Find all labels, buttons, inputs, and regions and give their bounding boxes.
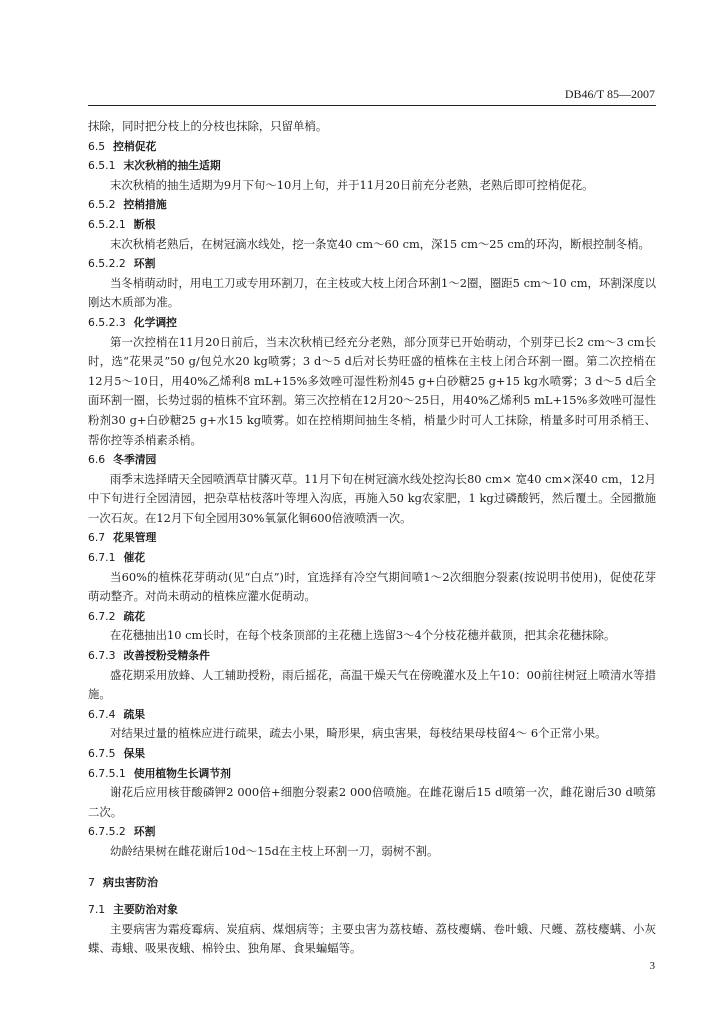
section-heading (88, 607, 656, 627)
section-title: 保果 (123, 747, 146, 760)
section-title: 使用植物生长调节剂 (133, 766, 231, 780)
section-title: 冬季清园 (113, 453, 157, 467)
section-title: 断根 (133, 217, 156, 231)
section-number: 7 (88, 875, 95, 889)
section-number: 6.5 (88, 139, 106, 153)
section-heading (88, 822, 656, 842)
paragraph: 抹除，同时把分枝上的分枝也抹除，只留单梢。 (88, 119, 328, 133)
section-title: 改善授粉受精条件 (123, 649, 210, 663)
section-title: 控梢措施 (123, 198, 167, 212)
section-number: 6.7.2 (88, 609, 116, 623)
paragraph: 在花穗抽出10 cm长时，在每个枝条顶部的主花穗上选留3～4个分枝花穗并截顶，把其余花穗抹除。 (110, 628, 616, 643)
section-heading (88, 137, 656, 157)
section-number: 6.5.2 (88, 198, 116, 212)
section-number: 7.1 (88, 903, 106, 917)
section-heading (88, 646, 656, 666)
paragraph: 当冬梢萌动时，用电工刀或专用环割刀，在主枝或大枝上闭合环割1～2圈，圈距5 cm～10 cm，环割深度以刚达木质部为准。 (88, 275, 656, 310)
paragraph: 雨季末选择晴天全园喷洒草甘膦灭草。11月下旬在树冠滴水线处挖沟长80 cm× 宽40 cm×深40 cm，12月中下旬进行全园清园，把杂草枯枝落叶等埋入沟底，再施入50 kg农家肥，1 kg过磷酸钙，然后覆土。全园撒施一次石灰。在12月下旬全园用30%氧氯化铜600倍液喷洒一次。 (88, 471, 656, 525)
paragraph: 第一次控梢在11月20日前后，当末次秋梢已经充分老熟，部分顶芽已开始萌动，个别芽已长2 cm～3 cm长时，选“花果灵”50 g/包兑水20 kg喷雾；3 d～5 d后对长势旺盛的植株在主枝上闭合环割一圈。第二次控梢在12月5～10日，用40%乙烯利8 mL+15%多效唑可湿性粉剂45 g+白砂糖25 g+15 kg水喷雾；3 d～5 d后全面环割一圈，长势过弱的植株不宜环割。第三次控梢在12月20～25日，用40%乙烯利5 mL+15%多效唑可湿性粉剂30 g+白砂糖25 g+水15 kg喷雾。如在控梢期间抽生冬梢，梢量少时可人工抹除，梢量多时可用杀梢王、帮你控等杀梢素杀梢。 (88, 334, 656, 447)
section-heading (88, 254, 656, 274)
section-number: 6.7 (88, 531, 106, 545)
section-heading (88, 764, 656, 784)
section-title: 花果管理 (113, 531, 157, 545)
section-number: 6.7.4 (88, 707, 116, 721)
section-title: 控梢促花 (113, 139, 157, 153)
paragraph: 谢花后应用核苷酸磷钾2 000倍+细胞分裂素2 000倍喷施。在雌花谢后15 d喷第一次，雌花谢后30 d喷第二次。 (88, 785, 656, 819)
section-number: 6.5.2.2 (88, 257, 126, 271)
section-heading (88, 900, 656, 920)
paragraph: 幼龄结果树在雌花谢后10d～15d在主枝上环割一刀，弱树不割。 (110, 843, 439, 858)
section-number: 6.5.2.3 (88, 315, 126, 329)
paragraph: 主要病害为霜疫霉病、炭疽病、煤烟病等；主要虫害为荔枝蝽、荔枝瘿螨、卷叶蛾、尺蠖、荔枝瘿螨、小灰蝶、毒蛾、吸果夜蛾、棉铃虫、独角犀、食果蝙蝠等。 (88, 921, 656, 956)
section-heading (88, 548, 656, 568)
section-number: 6.7.5 (88, 747, 116, 760)
paragraph: 对结果过量的植株应进行疏果，疏去小果，畸形果，病虫害果，每枝结果母枝留4～ 6个正常小果。 (110, 726, 607, 741)
section-heading (88, 450, 656, 470)
section-heading (88, 744, 656, 764)
section-title: 疏果 (123, 707, 146, 721)
section-title: 环割 (133, 825, 156, 839)
section-heading (88, 313, 656, 333)
section-number: 6.7.3 (88, 649, 116, 663)
paragraph: 盛花期采用放蜂、人工辅助授粉，雨后摇花，高温干燥天气在傍晚灌水及上午10：00前往树冠上喷清水等措施。 (88, 667, 656, 702)
section-number: 6.5.2.1 (88, 217, 126, 231)
section-heading (88, 195, 656, 215)
document-body (88, 117, 656, 959)
header-rule (88, 105, 656, 106)
section-heading (88, 873, 656, 893)
section-heading (88, 705, 656, 725)
section-title: 化学调控 (133, 315, 177, 329)
section-number: 6.7.5.2 (88, 825, 126, 839)
section-title: 疏花 (123, 609, 146, 623)
section-heading (88, 215, 656, 235)
paragraph: 当60%的植株花芽萌动(见“白点”)时，宜选择有冷空气期间喷1～2次细胞分裂素(按说明书使用)，促使花芽萌动整齐。对尚未萌动的植株应灌水促萌动。 (88, 569, 656, 604)
section-number: 6.7.1 (88, 551, 116, 565)
paragraph: 末次秋梢老熟后，在树冠滴水线处，挖一条宽40 cm～60 cm，深15 cm～25 cm的环沟，断根控制冬梢。 (110, 236, 650, 251)
section-title: 主要防治对象 (113, 903, 178, 917)
section-title: 病虫害防治 (103, 875, 158, 889)
section-title: 催花 (123, 551, 146, 565)
section-title: 环割 (133, 257, 156, 271)
section-number: 6.7.5.1 (88, 766, 126, 780)
paragraph: 末次秋梢的抽生适期为9月下旬～10月上旬，并于11月20日前充分老熟，老熟后即可控梢促花。 (110, 177, 594, 192)
section-title: 末次秋梢的抽生适期 (123, 159, 221, 173)
section-heading (88, 156, 656, 176)
page-number: 3 (649, 960, 655, 972)
section-number: 6.6 (88, 453, 106, 467)
standard-code: DB46/T 85—2007 (564, 87, 655, 101)
section-number: 6.5.1 (88, 159, 116, 173)
section-heading (88, 528, 656, 548)
